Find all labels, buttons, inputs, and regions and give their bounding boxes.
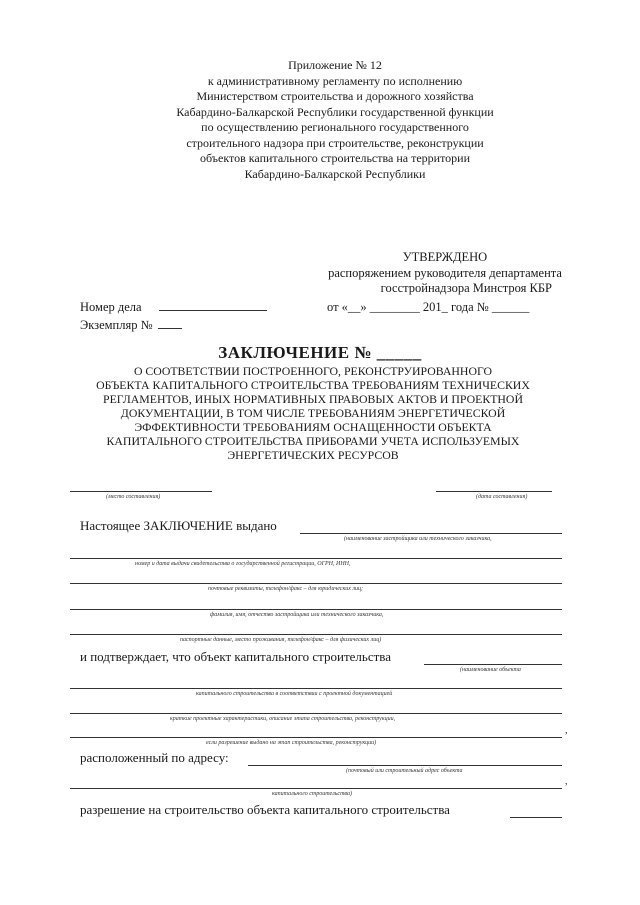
bank-hint: почтовые реквизиты, телефон/факс – для юридических лиц; <box>208 586 364 592</box>
approval-line: распоряжением руководителя департамента <box>328 265 562 280</box>
issued-to-field[interactable] <box>300 533 562 534</box>
approval-heading: УТВЕРЖДЕНО <box>402 250 488 264</box>
appendix-line: объектов капитального строительства на территории <box>200 151 470 165</box>
passport-hint: паспортные данные, место проживания, телефон/факс – для физических лиц) <box>180 637 382 643</box>
appendix-line: Кабардино-Балкарской Республики государственной функции <box>176 104 494 119</box>
approval-block <box>300 250 590 297</box>
date-field[interactable] <box>436 491 552 492</box>
subtitle-line: ЭФФЕКТИВНОСТИ ТРЕБОВАНИЯМ ОСНАЩЕННОСТИ ОБЪЕКТА <box>134 420 492 434</box>
subtitle-line: ДОКУМЕНТАЦИИ, В ТОМ ЧИСЛЕ ТРЕБОВАНИЯМ ЭНЕРГЕТИЧЕСКОЙ <box>120 406 506 420</box>
object-name-hint: (наименование объекта <box>460 667 521 673</box>
appendix-line: строительного надзора при строительстве, реконструкции <box>186 135 484 150</box>
appendix-line: Кабардино-Балкарской Республики <box>244 166 426 181</box>
appendix-line: Министерством строительства и дорожного хозяйства <box>196 89 474 103</box>
permit-stage-hint: если разрешение выдано на этап строительства, реконструкции) <box>206 740 377 746</box>
document-subtitle <box>88 364 538 462</box>
object-project-hint: капитального строительства в соответствии с проектной документацией <box>196 691 393 697</box>
fio-hint: фамилия, имя, отчество застройщика или технического заказчика, <box>210 612 384 618</box>
appendix-line: Приложение № 12 <box>288 58 382 72</box>
fio-field[interactable] <box>70 609 562 610</box>
place-hint: (место составления) <box>106 494 161 500</box>
passport-field[interactable] <box>70 634 562 635</box>
subtitle-line: ЭНЕРГЕТИЧЕСКИХ РЕСУРСОВ <box>227 448 399 462</box>
issued-to-hint: (наименование застройщика или технического заказчика, <box>344 536 492 542</box>
appendix-header <box>150 58 520 182</box>
address-label: расположенный по адресу: <box>80 750 229 765</box>
bank-field[interactable] <box>70 583 562 584</box>
subtitle-line: О СООТВЕТСТВИИ ПОСТРОЕННОГО, РЕКОНСТРУИРОВАННОГО <box>133 364 493 378</box>
appendix-line: к административному регламенту по исполнению <box>207 73 463 88</box>
subtitle-line: РЕГЛАМЕНТОВ, ИНЫХ НОРМАТИВНЫХ ПРАВОВЫХ АКТОВ И ПРОЕКТНОЙ <box>103 392 523 406</box>
brief-chars-hint: краткие проектные характеристики, описание этапа строительства, реконструкции, <box>170 716 396 722</box>
address-field[interactable] <box>248 765 562 766</box>
place-field[interactable] <box>70 491 212 492</box>
permit-stage-field[interactable] <box>70 737 562 738</box>
cap-object-field[interactable] <box>70 788 562 789</box>
object-name-field[interactable] <box>424 664 562 665</box>
copy-number-label: Экземпляр № <box>80 318 153 332</box>
cap-object-hint: капитального строительства) <box>272 791 352 797</box>
permit-label: разрешение на строительство объекта капитального строительства <box>80 802 450 817</box>
case-number-field[interactable] <box>159 310 267 311</box>
issued-to-label: Настоящее ЗАКЛЮЧЕНИЕ выдано <box>80 518 277 533</box>
brief-chars-field[interactable] <box>70 713 562 714</box>
comma-mark: , <box>565 725 568 736</box>
document-title: ЗАКЛЮЧЕНИЕ № _____ <box>218 343 422 362</box>
copy-number-field[interactable] <box>158 328 182 329</box>
address-hint: (почтовый или строительный адрес объекта <box>346 768 463 774</box>
approval-line: госстройнадзора Минстроя КБР <box>380 281 552 295</box>
date-hint: (дата составления) <box>476 494 528 500</box>
object-project-field[interactable] <box>70 688 562 689</box>
copy-number-row <box>80 318 182 333</box>
case-number-row <box>80 300 267 315</box>
confirms-label: и подтверждает, что объект капитального строительства <box>80 649 392 664</box>
approval-date-line[interactable]: от «__» ________ 201_ года № ______ <box>327 300 530 314</box>
subtitle-line: ОБЪЕКТА КАПИТАЛЬНОГО СТРОИТЕЛЬСТВА ТРЕБОВАНИЯМ ТЕХНИЧЕСКИХ <box>96 378 530 392</box>
subtitle-line: КАПИТАЛЬНОГО СТРОИТЕЛЬСТВА ПРИБОРАМИ УЧЕТА ИСПОЛЬЗУЕМЫХ <box>106 434 520 448</box>
comma-mark: , <box>565 776 568 787</box>
reg-field[interactable] <box>70 558 562 559</box>
reg-hint: номер и дата выдачи свидетельства о государственной регистрации, ОГРН, ИНН, <box>135 561 351 567</box>
appendix-line: по осуществлению регионального государственного <box>201 120 469 134</box>
case-number-label: Номер дела <box>80 300 142 314</box>
permit-field[interactable] <box>510 817 562 818</box>
